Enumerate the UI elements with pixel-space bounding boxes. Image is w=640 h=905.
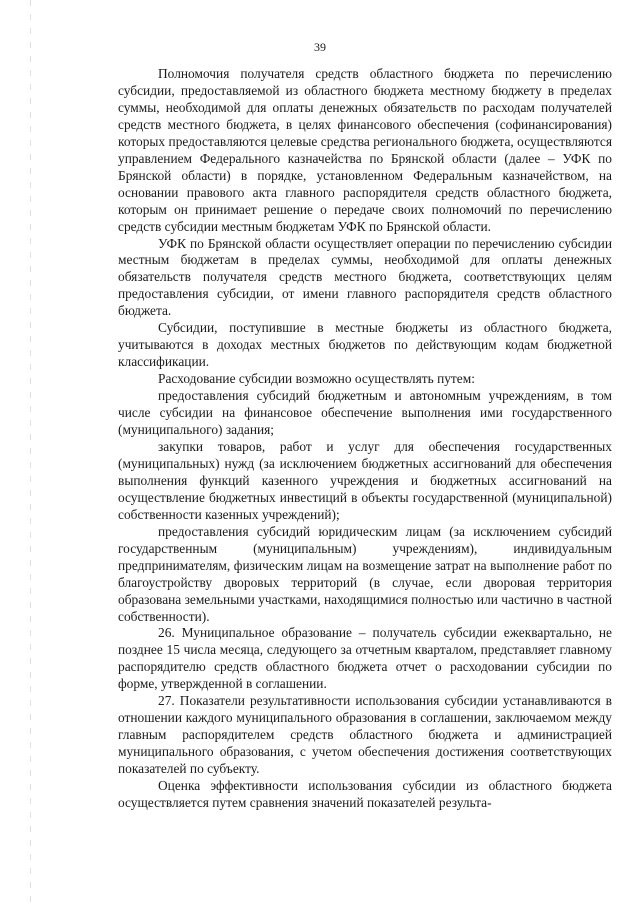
paragraph-powers: Полномочия получателя средств областного бюджета по перечислению субсидии, предоставляемой из областного бюджета местному бюджету в пределах суммы, необходимой для оплаты денежных обязательств по расходам получателей средств местного бюджета, в целях финансового обеспечения (софинансирования) которых предоставляются целевые средства регионального бюджета, осуществляются управлением Федерального казначейства по Брянской области (далее – УФК по Брянской области) в порядке, установленном Федеральным казначейством, на основании правового акта главного распорядителя средств областного бюджета, которым он принимает решение о передаче своих полномочий по перечислению средств субсидии местным бюджетам УФК по Брянской области. <box>118 66 612 234</box>
page-number: 39 <box>314 40 326 54</box>
paragraph-item-26: 26. Муниципальное образование – получатель субсидии ежеквартально, не позднее 15 числа месяца, следующего за отчетным кварталом, представляет главному распорядителю средств областного бюджета отчет о расходовании субсидии по форме, утвержденной в соглашении. <box>118 625 612 692</box>
paragraph-subsidy-accounting: Субсидии, поступившие в местные бюджеты из областного бюджета, учитываются в доходах местных бюджетов по действующим кодам бюджетной классификации. <box>118 320 612 370</box>
paragraph-spending-procurement: закупки товаров, работ и услуг для обеспечения государственных (муниципальных) нужд (за исключением бюджетных ассигнований для обеспечения выполнения функций казенного учреждения и бюджетных ассигнований на осуществление бюджетных инвестиций в объекты государственной (муниципальной) собственности казенных учреждений); <box>118 438 612 522</box>
document-body <box>118 66 612 812</box>
paragraph-item-27: 27. Показатели результативности использования субсидии устанавливаются в отношении каждого муниципального образования в соглашении, заключаемом между главным распорядителем средств областного бюджета и администрацией муниципального образования, с учетом обеспечения достижения соответствующих показателей по субъекту. <box>118 693 612 777</box>
paragraph-spending-institutions: предоставления субсидий бюджетным и автономным учреждениям, в том числе субсидии на финансовое обеспечение выполнения ими государственного (муниципального) задания; <box>118 388 612 438</box>
paragraph-spending-legal-entities: предоставления субсидий юридическим лицам (за исключением субсидий государственным (муниципальным) учреждениям), индивидуальным предпринимателям, физическим лицам на возмещение затрат на выполнение работ по благоустройству дворовых территорий (в случае, если дворовая территория образована земельными участками, находящимися полностью или частично в частной собственности). <box>118 523 613 624</box>
paragraph-ufk-operations: УФК по Брянской области осуществляет операции по перечислению субсидии местным бюджетам в пределах суммы, необходимой для оплаты денежных обязательств получателя средств местного бюджета, соответствующих целям предоставления субсидии, от имени главного распорядителя средств областного бюджета. <box>118 235 612 319</box>
scan-edge-line <box>30 0 31 905</box>
paragraph-efficiency: Оценка эффективности использования субсидии из областного бюджета осуществляется путем сравнения значений показателей результа- <box>118 778 612 810</box>
paragraph-spending-intro: Расходование субсидии возможно осуществлять путем: <box>158 371 475 387</box>
